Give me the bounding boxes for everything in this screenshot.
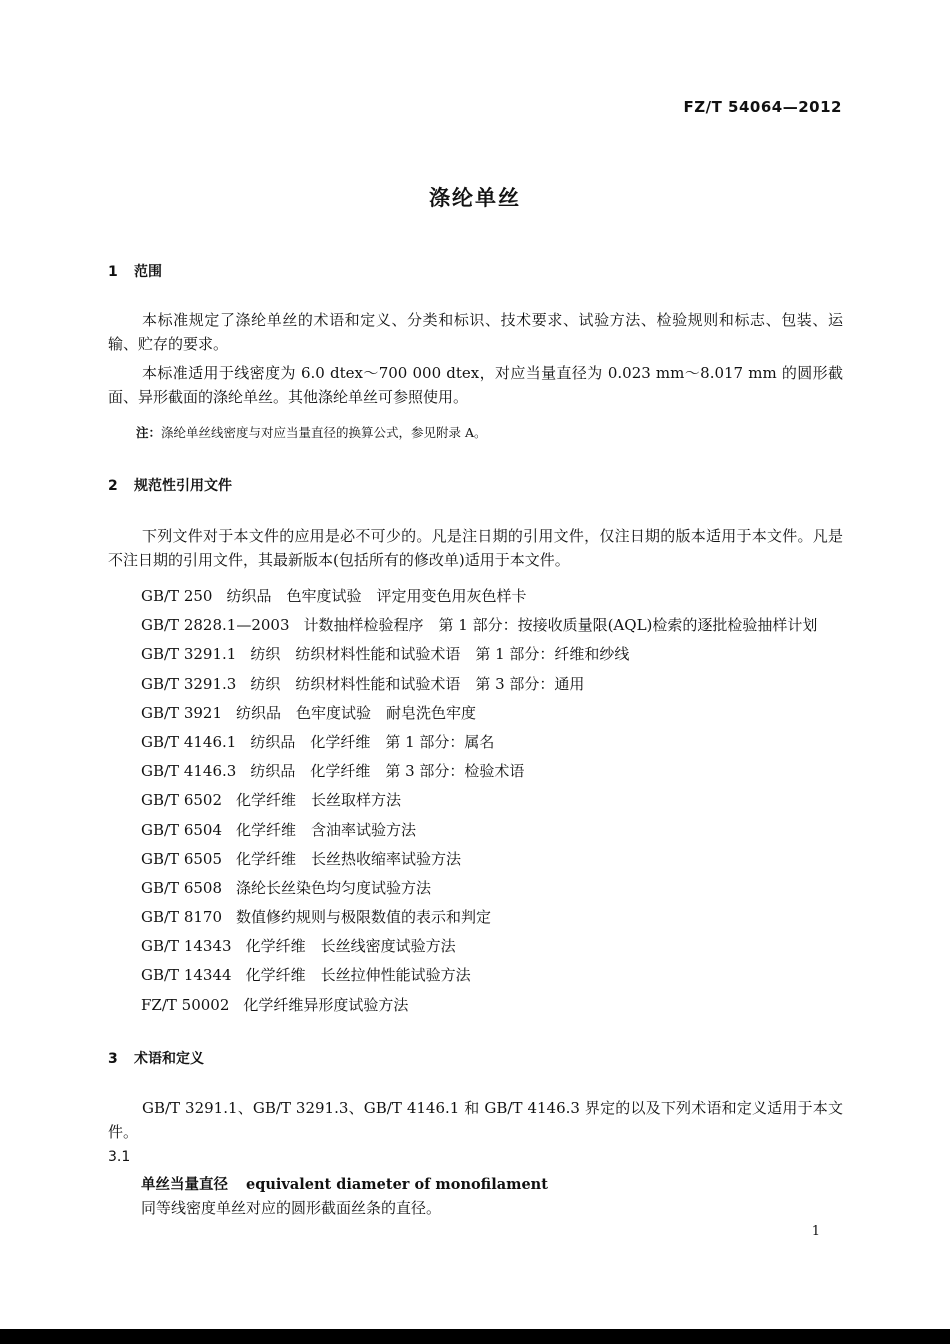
reference-code: GB/T 6505 <box>141 849 223 868</box>
reference-title: 纺织 纺织材料性能和试验术语 第 3 部分：通用 <box>250 674 585 693</box>
reference-item <box>141 905 817 934</box>
section-2-heading <box>108 475 232 495</box>
section-1-heading <box>108 261 162 281</box>
reference-code: GB/T 3921 <box>141 703 223 722</box>
section-1-paragraph-2: 本标准适用于线密度为 6.0 dtex～700 000 dtex，对应当量直径为 0.023 mm～8.017 mm 的圆形截面、异形截面的涤纶单丝。其他涤纶单丝可参照使用。 <box>108 364 843 406</box>
reference-title: 纺织品 色牢度试验 评定用变色用灰色样卡 <box>226 587 527 605</box>
reference-code: GB/T 14343 <box>141 937 232 956</box>
reference-code: GB/T 14344 <box>141 966 232 985</box>
reference-item <box>141 613 817 642</box>
reference-title: 化学纤维 含油率试验方法 <box>236 820 417 839</box>
document-number: FZ/T 54064—2012 <box>683 98 842 116</box>
reference-item <box>141 934 817 963</box>
reference-code: GB/T 2828.1—2003 <box>141 616 290 635</box>
term-chinese: 单丝当量直径 <box>141 1177 228 1193</box>
section-title: 规范性引用文件 <box>134 478 232 494</box>
section-title: 范围 <box>134 264 162 280</box>
page-number: 1 <box>811 1224 820 1239</box>
reference-item <box>141 993 817 1022</box>
reference-title: 化学纤维 长丝取样方法 <box>236 791 402 810</box>
document-title: 涤纶单丝 <box>429 186 521 210</box>
section-2-paragraph-1: 下列文件对于本文件的应用是必不可少的。凡是注日期的引用文件，仅注日期的版本适用于本文件。凡是不注日期的引用文件，其最新版本(包括所有的修改单)适用于本文件。 <box>108 527 843 569</box>
section-title: 术语和定义 <box>134 1051 204 1067</box>
reference-code: GB/T 8170 <box>141 908 223 927</box>
reference-code: GB/T 4146.3 <box>141 762 237 781</box>
reference-title: 纺织品 色牢度试验 耐皂洗色牢度 <box>236 703 477 722</box>
section-1-note <box>136 423 487 441</box>
reference-item <box>141 876 817 905</box>
note-label: 注： <box>136 425 162 440</box>
reference-code: GB/T 6504 <box>141 820 223 839</box>
reference-item <box>141 672 817 701</box>
reference-code: GB/T 3291.3 <box>141 674 237 693</box>
reference-title: 纺织品 化学纤维 第 1 部分：属名 <box>250 732 495 751</box>
section-1-paragraph-1: 本标准规定了涤纶单丝的术语和定义、分类和标识、技术要求、试验方法、检验规则和标志、包装、运输、贮存的要求。 <box>108 311 843 353</box>
note-text: 涤纶单丝线密度与对应当量直径的换算公式，参见附录 A。 <box>161 425 487 440</box>
reference-code: FZ/T 50002 <box>141 995 230 1014</box>
reference-code: GB/T 250 <box>141 587 213 605</box>
reference-title: 化学纤维 长丝线密度试验方法 <box>245 937 456 956</box>
reference-code: GB/T 6502 <box>141 791 223 810</box>
section-3-heading <box>108 1048 204 1068</box>
reference-item <box>141 701 817 730</box>
section-3-paragraph-1: GB/T 3291.1、GB/T 3291.3、GB/T 4146.1 和 GB/T 4146.3 界定的以及下列术语和定义适用于本文件。 <box>108 1099 843 1141</box>
reference-title: 数值修约规则与极限数值的表示和判定 <box>236 908 492 927</box>
reference-title: 纺织品 化学纤维 第 3 部分：检验术语 <box>250 762 525 781</box>
reference-title: 纺织 纺织材料性能和试验术语 第 1 部分：纤维和纱线 <box>250 645 630 664</box>
reference-title: 计数抽样检验程序 第 1 部分：按接收质量限(AQL)检索的逐批检验抽样计划 <box>303 616 818 635</box>
reference-code: GB/T 6508 <box>141 878 223 897</box>
reference-title: 化学纤维异形度试验方法 <box>243 995 409 1014</box>
page-bottom-border <box>0 1329 950 1344</box>
reference-item <box>141 584 817 613</box>
section-number: 2 <box>108 478 118 494</box>
reference-item <box>141 847 817 876</box>
clause-number: 3.1 <box>108 1149 131 1165</box>
reference-code: GB/T 4146.1 <box>141 732 237 751</box>
reference-title: 化学纤维 长丝热收缩率试验方法 <box>236 849 462 868</box>
reference-item <box>141 730 817 759</box>
reference-code: GB/T 3291.1 <box>141 645 237 664</box>
section-number: 1 <box>108 264 118 280</box>
normative-references-list <box>141 584 817 1022</box>
term-english: equivalent diameter of monofilament <box>246 1176 548 1193</box>
reference-item <box>141 759 817 788</box>
term-entry <box>141 1173 548 1194</box>
reference-title: 化学纤维 长丝拉伸性能试验方法 <box>245 966 471 985</box>
reference-title: 涤纶长丝染色均匀度试验方法 <box>236 878 432 897</box>
reference-item <box>141 963 817 992</box>
section-number: 3 <box>108 1051 118 1067</box>
term-definition: 同等线密度单丝对应的圆形截面丝条的直径。 <box>141 1199 442 1217</box>
reference-item <box>141 642 817 671</box>
reference-item <box>141 788 817 817</box>
reference-item <box>141 818 817 847</box>
